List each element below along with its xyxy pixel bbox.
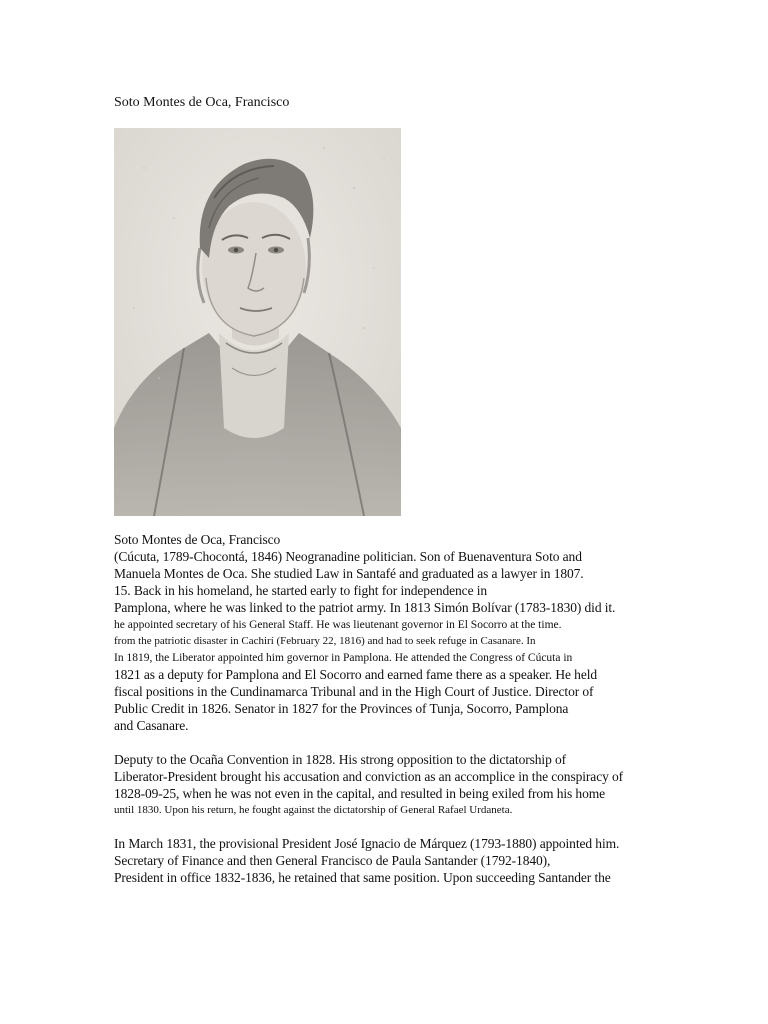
paragraph-3-line: President in office 1832-1836, he retained that same position. Upon succeeding Santander the: [114, 870, 611, 886]
paragraph-1-line: and Casanare.: [114, 717, 189, 733]
portrait-image: [114, 128, 401, 516]
paragraph-2-line: Liberator-President brought his accusation and conviction as an accomplice in the conspiracy of: [114, 768, 624, 784]
portrait-engraving-icon: [114, 128, 401, 516]
paragraph-2-line: 1828-09-25, when he was not even in the capital, and resulted in being exiled from his home: [114, 785, 606, 801]
paragraph-2-line: Deputy to the Ocaña Convention in 1828. His strong opposition to the dictatorship of: [114, 751, 567, 767]
paragraph-gap: [114, 819, 674, 836]
paragraph-3-line: In March 1831, the provisional President José Ignacio de Márquez (1793-1880) appointed him.: [114, 836, 620, 852]
paragraph-1-line: (Cúcuta, 1789-Chocontá, 1846) Neogranadine politician. Son of Buenaventura Soto and: [114, 548, 582, 564]
paragraph-1-line: Soto Montes de Oca, Francisco: [114, 532, 281, 547]
paragraph-3-line: Secretary of Finance and then General Francisco de Paula Santander (1792-1840),: [114, 853, 551, 869]
paragraph-1-line: Pamplona, where he was linked to the patriot army. In 1813 Simón Bolívar (1783-1830) did it.: [114, 599, 616, 615]
paragraph-1-line: 15. Back in his homeland, he started early to fight for independence in: [114, 582, 488, 598]
paragraph-1-line: he appointed secretary of his General Staff. He was lieutenant governor in El Socorro at the time.: [114, 618, 562, 631]
paragraph-gap: [114, 735, 674, 752]
paragraph-1-line: fiscal positions in the Cundinamarca Tribunal and in the High Court of Justice. Director of: [114, 684, 594, 700]
page-heading: Soto Montes de Oca, Francisco: [114, 95, 290, 110]
biography-text: [114, 532, 674, 887]
paragraph-1-line: Public Credit in 1826. Senator in 1827 for the Provinces of Tunja, Socorro, Pamplona: [114, 701, 569, 717]
paragraph-1-line: In 1819, the Liberator appointed him governor in Pamplona. He attended the Congress of Cúcuta in: [114, 652, 573, 665]
paragraph-1-line: Manuela Montes de Oca. She studied Law in Santafé and graduated as a lawyer in 1807.: [114, 565, 584, 581]
paragraph-2-line: until 1830. Upon his return, he fought against the dictatorship of General Rafael Urdaneta.: [114, 804, 513, 817]
paragraph-1-line: 1821 as a deputy for Pamplona and El Socorro and earned fame there as a speaker. He held: [114, 667, 598, 683]
paragraph-1-line: from the patriotic disaster in Cachirí (February 22, 1816) and had to seek refuge in Casanare. In: [114, 635, 536, 648]
